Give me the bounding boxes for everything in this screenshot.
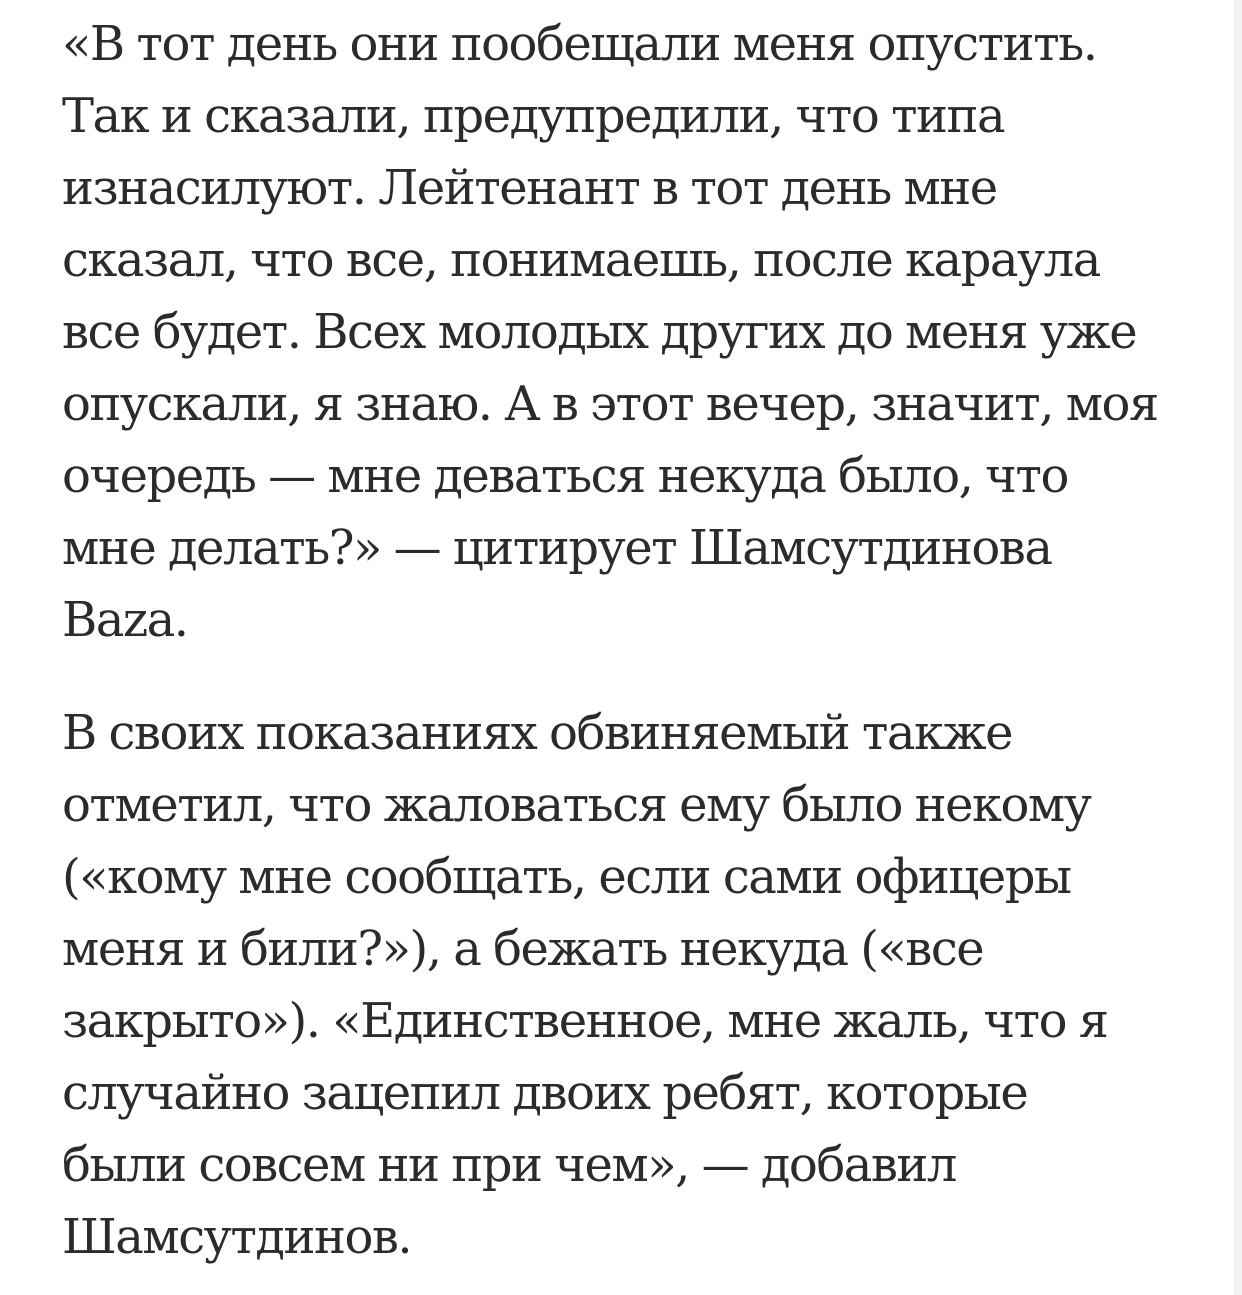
text-line: Baza.: [62, 592, 188, 648]
page-edge: [1234, 0, 1242, 1295]
text-line: закрыто»). «Единственное, мне жаль, что я: [62, 993, 1108, 1049]
text-line: «В тот день они пообещали меня опустить.: [62, 16, 1097, 72]
text-line: мне делать?» — цитирует Шамсутдинова: [62, 520, 1052, 576]
text-line: очередь — мне деваться некуда было, что: [62, 448, 1068, 504]
text-line: В своих показаниях обвиняемый также: [62, 705, 1013, 761]
text-line: отметил, что жаловаться ему было некому: [62, 777, 1091, 833]
text-line: случайно зацепил двоих ребят, которые: [62, 1065, 1028, 1121]
text-line: все будет. Всех молодых других до меня уже: [62, 304, 1137, 360]
text-line: Шамсутдинов.: [62, 1209, 412, 1265]
text-line: («кому мне сообщать, если сами офицеры: [62, 849, 1071, 905]
text-line: были совсем ни при чем», — добавил: [62, 1137, 956, 1193]
text-line: Так и сказали, предупредили, что типа: [62, 88, 1005, 144]
text-line: меня и били?»), а бежать некуда («все: [62, 921, 984, 977]
text-line: сказал, что все, понимаешь, после караула: [62, 232, 1100, 288]
text-line: опускали, я знаю. А в этот вечер, значит, моя: [62, 376, 1158, 432]
text-line: изнасилуют. Лейтенант в тот день мне: [62, 160, 997, 216]
